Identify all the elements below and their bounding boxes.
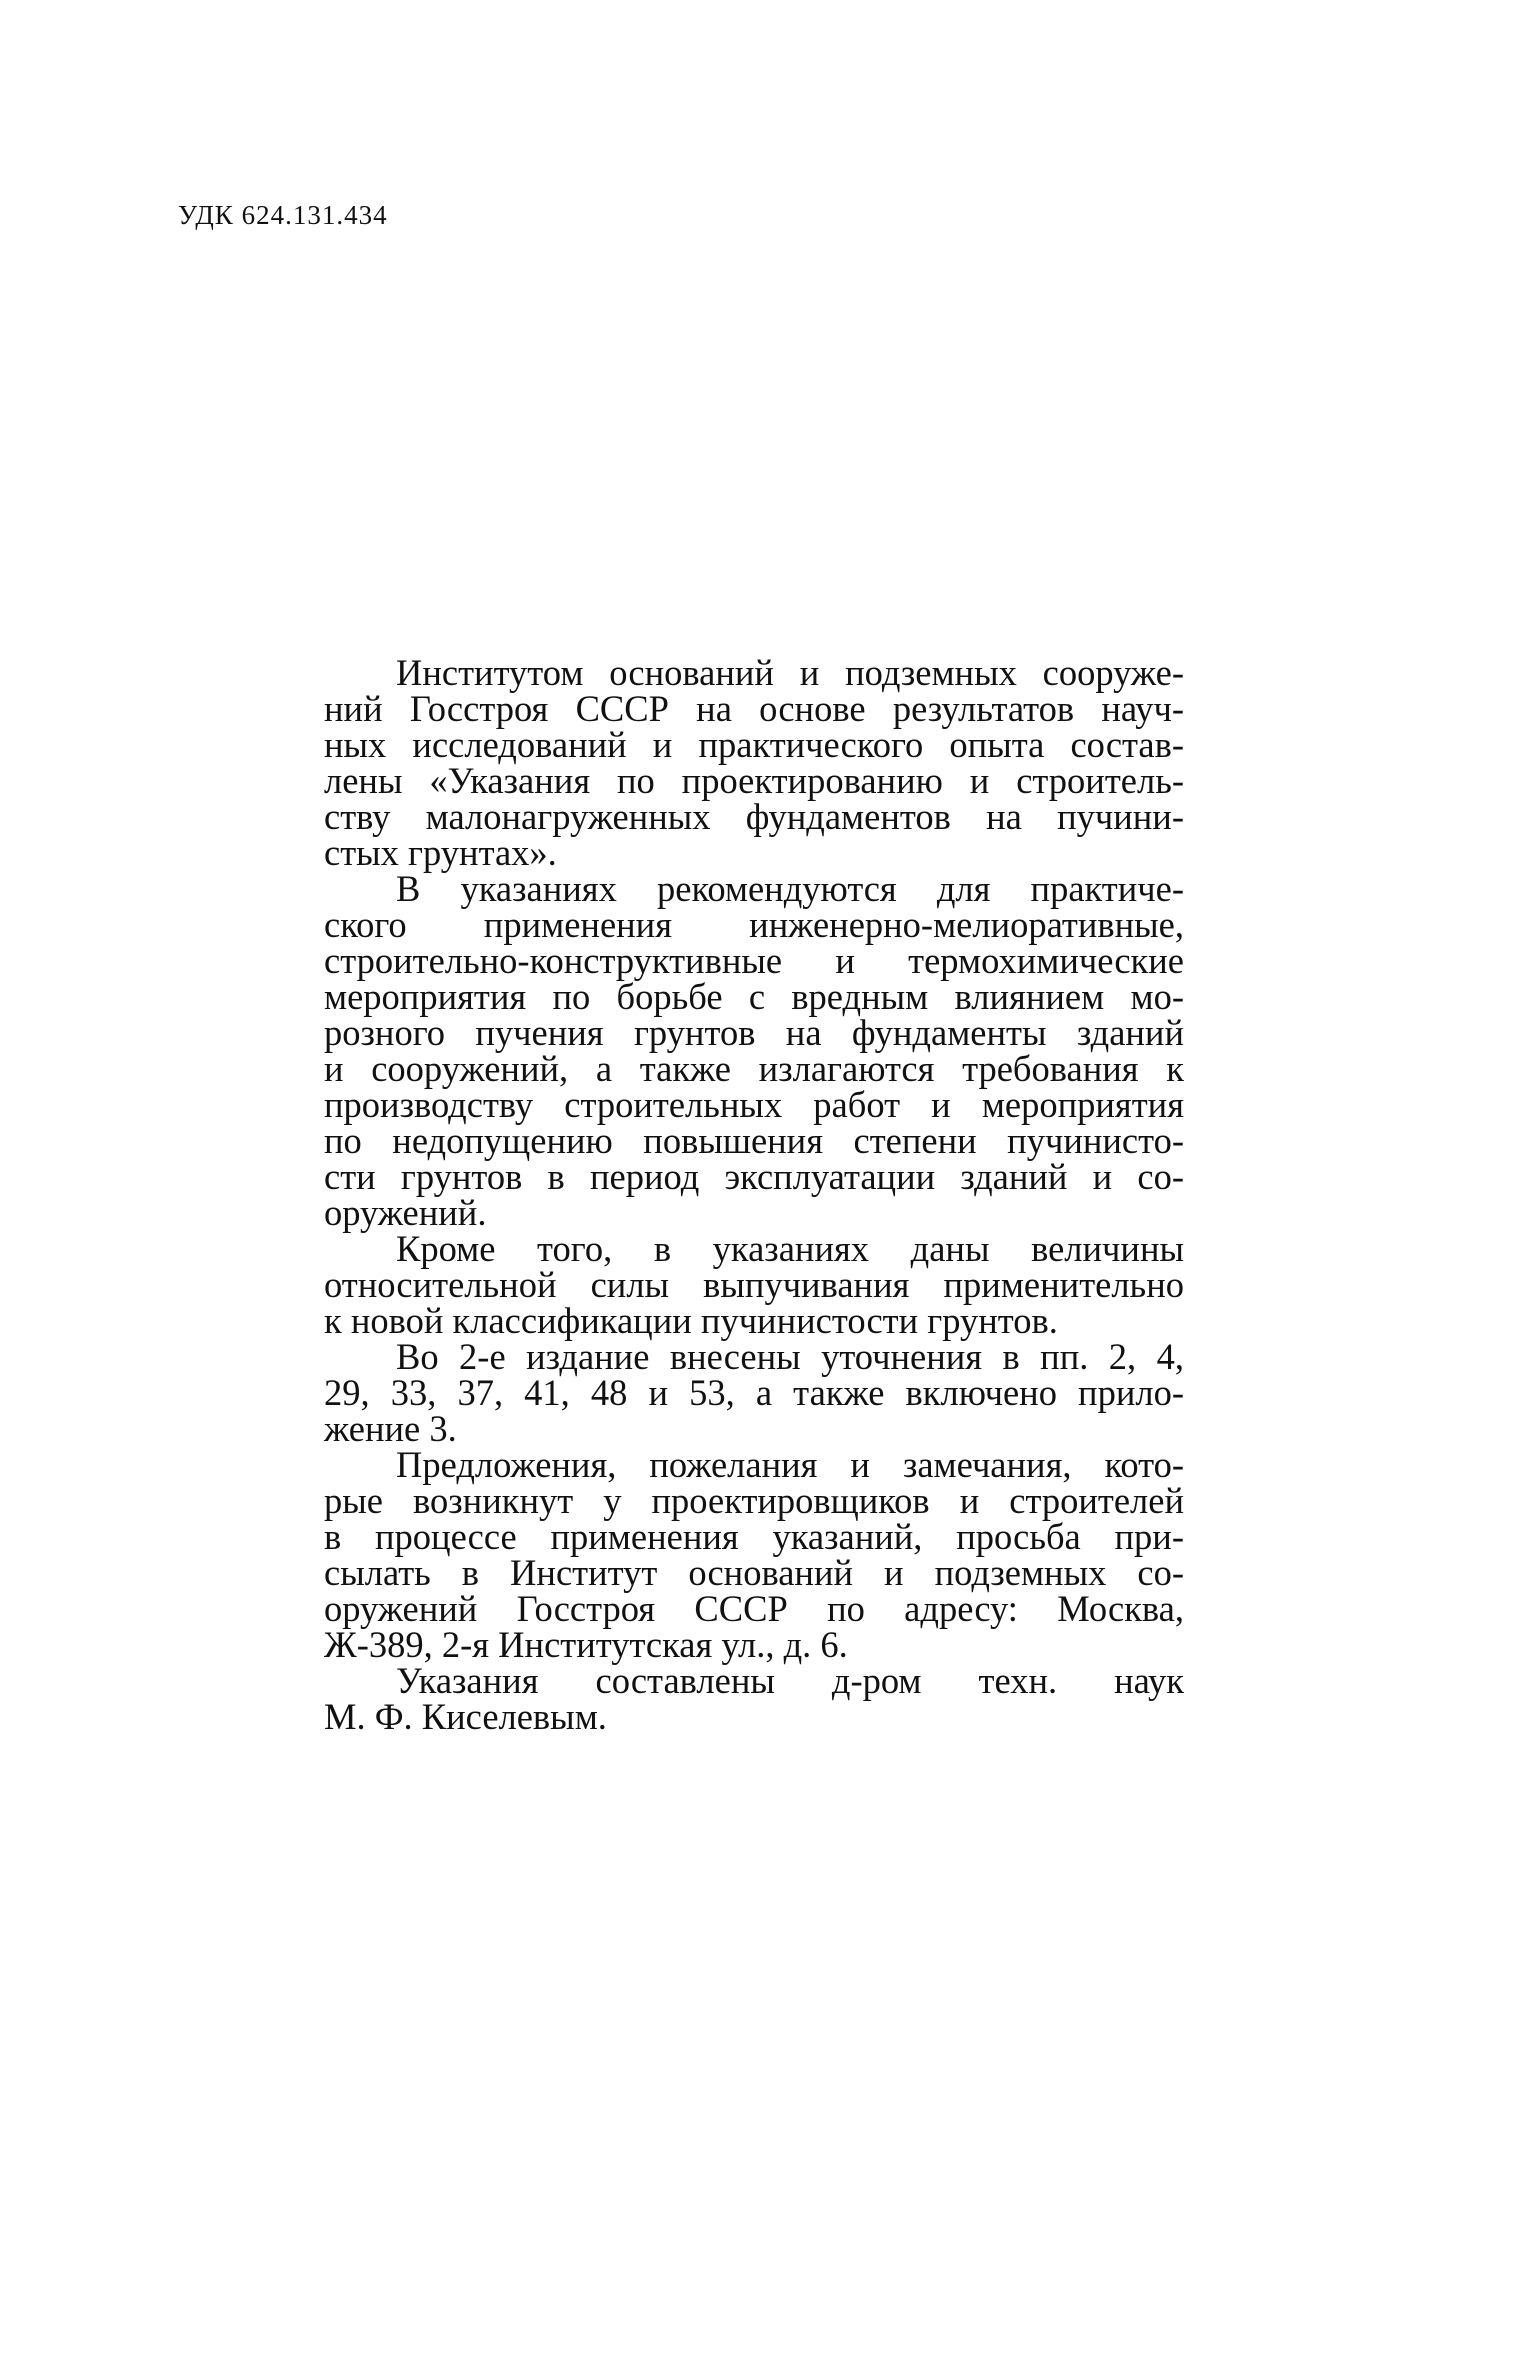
text-line: Во 2-е издание внесены уточнения в пп. 2, 4, — [396, 1336, 1184, 1377]
text-line: по недопущению повышения степени пучинисто- — [324, 1120, 1184, 1161]
udc-code: УДК 624.131.434 — [178, 200, 388, 230]
text-line: к новой классификации пучинистости грунтов. — [324, 1300, 1058, 1341]
text-line: стых грунтах». — [324, 832, 557, 873]
text-line: розного пучения грунтов на фундаменты зданий — [324, 1012, 1184, 1053]
text-line: лены «Указания по проектированию и строитель- — [324, 760, 1184, 801]
text-line: сти грунтов в период эксплуатации зданий и со- — [324, 1156, 1184, 1197]
paragraph-recommendations — [324, 868, 1184, 1233]
text-line: оружений. — [324, 1192, 487, 1233]
text-line: Ж-389, 2-я Институтская ул., д. 6. — [324, 1624, 848, 1665]
text-line: рые возникнут у проектировщиков и строителей — [324, 1480, 1184, 1521]
text-line: Кроме того, в указаниях даны величины — [396, 1228, 1184, 1269]
paragraph-feedback — [324, 1444, 1184, 1665]
text-line: Институтом оснований и подземных сооруже- — [396, 652, 1184, 693]
text-line: и сооружений, а также излагаются требования к — [324, 1048, 1184, 1089]
text-line: В указаниях рекомендуются для практиче- — [396, 868, 1184, 909]
text-line: в процессе применения указаний, просьба при- — [324, 1516, 1184, 1557]
text-line: ского применения инженерно-мелиоративные, — [324, 904, 1184, 945]
paragraph-second-edition — [324, 1336, 1184, 1449]
preface-text — [324, 652, 1184, 1737]
text-line: Предложения, пожелания и замечания, кото- — [396, 1444, 1184, 1485]
text-line: производству строительных работ и мероприятия — [324, 1084, 1184, 1125]
text-line: строительно-конструктивные и термохимические — [324, 940, 1184, 981]
text-line: 29, 33, 37, 41, 48 и 53, а также включено прило- — [324, 1372, 1184, 1413]
text-line: ству малонагруженных фундаментов на пучини- — [324, 796, 1184, 837]
text-line: ний Госстроя СССР на основе результатов науч- — [324, 688, 1184, 729]
text-line: Указания составлены д-ром техн. наук — [396, 1660, 1184, 1701]
text-line: относительной силы выпучивания применительно — [324, 1264, 1184, 1305]
paragraph-heaving-force — [324, 1228, 1184, 1341]
paragraph-author — [324, 1660, 1184, 1737]
text-line: мероприятия по борьбе с вредным влиянием мо- — [324, 976, 1184, 1017]
text-line: оружений Госстроя СССР по адресу: Москва, — [324, 1588, 1184, 1629]
text-line: жение 3. — [324, 1408, 457, 1449]
text-line: М. Ф. Киселевым. — [324, 1696, 607, 1737]
text-line: сылать в Институт оснований и подземных со- — [324, 1552, 1184, 1593]
text-line: ных исследований и практического опыта состав- — [324, 724, 1184, 765]
paragraph-intro — [324, 652, 1184, 873]
